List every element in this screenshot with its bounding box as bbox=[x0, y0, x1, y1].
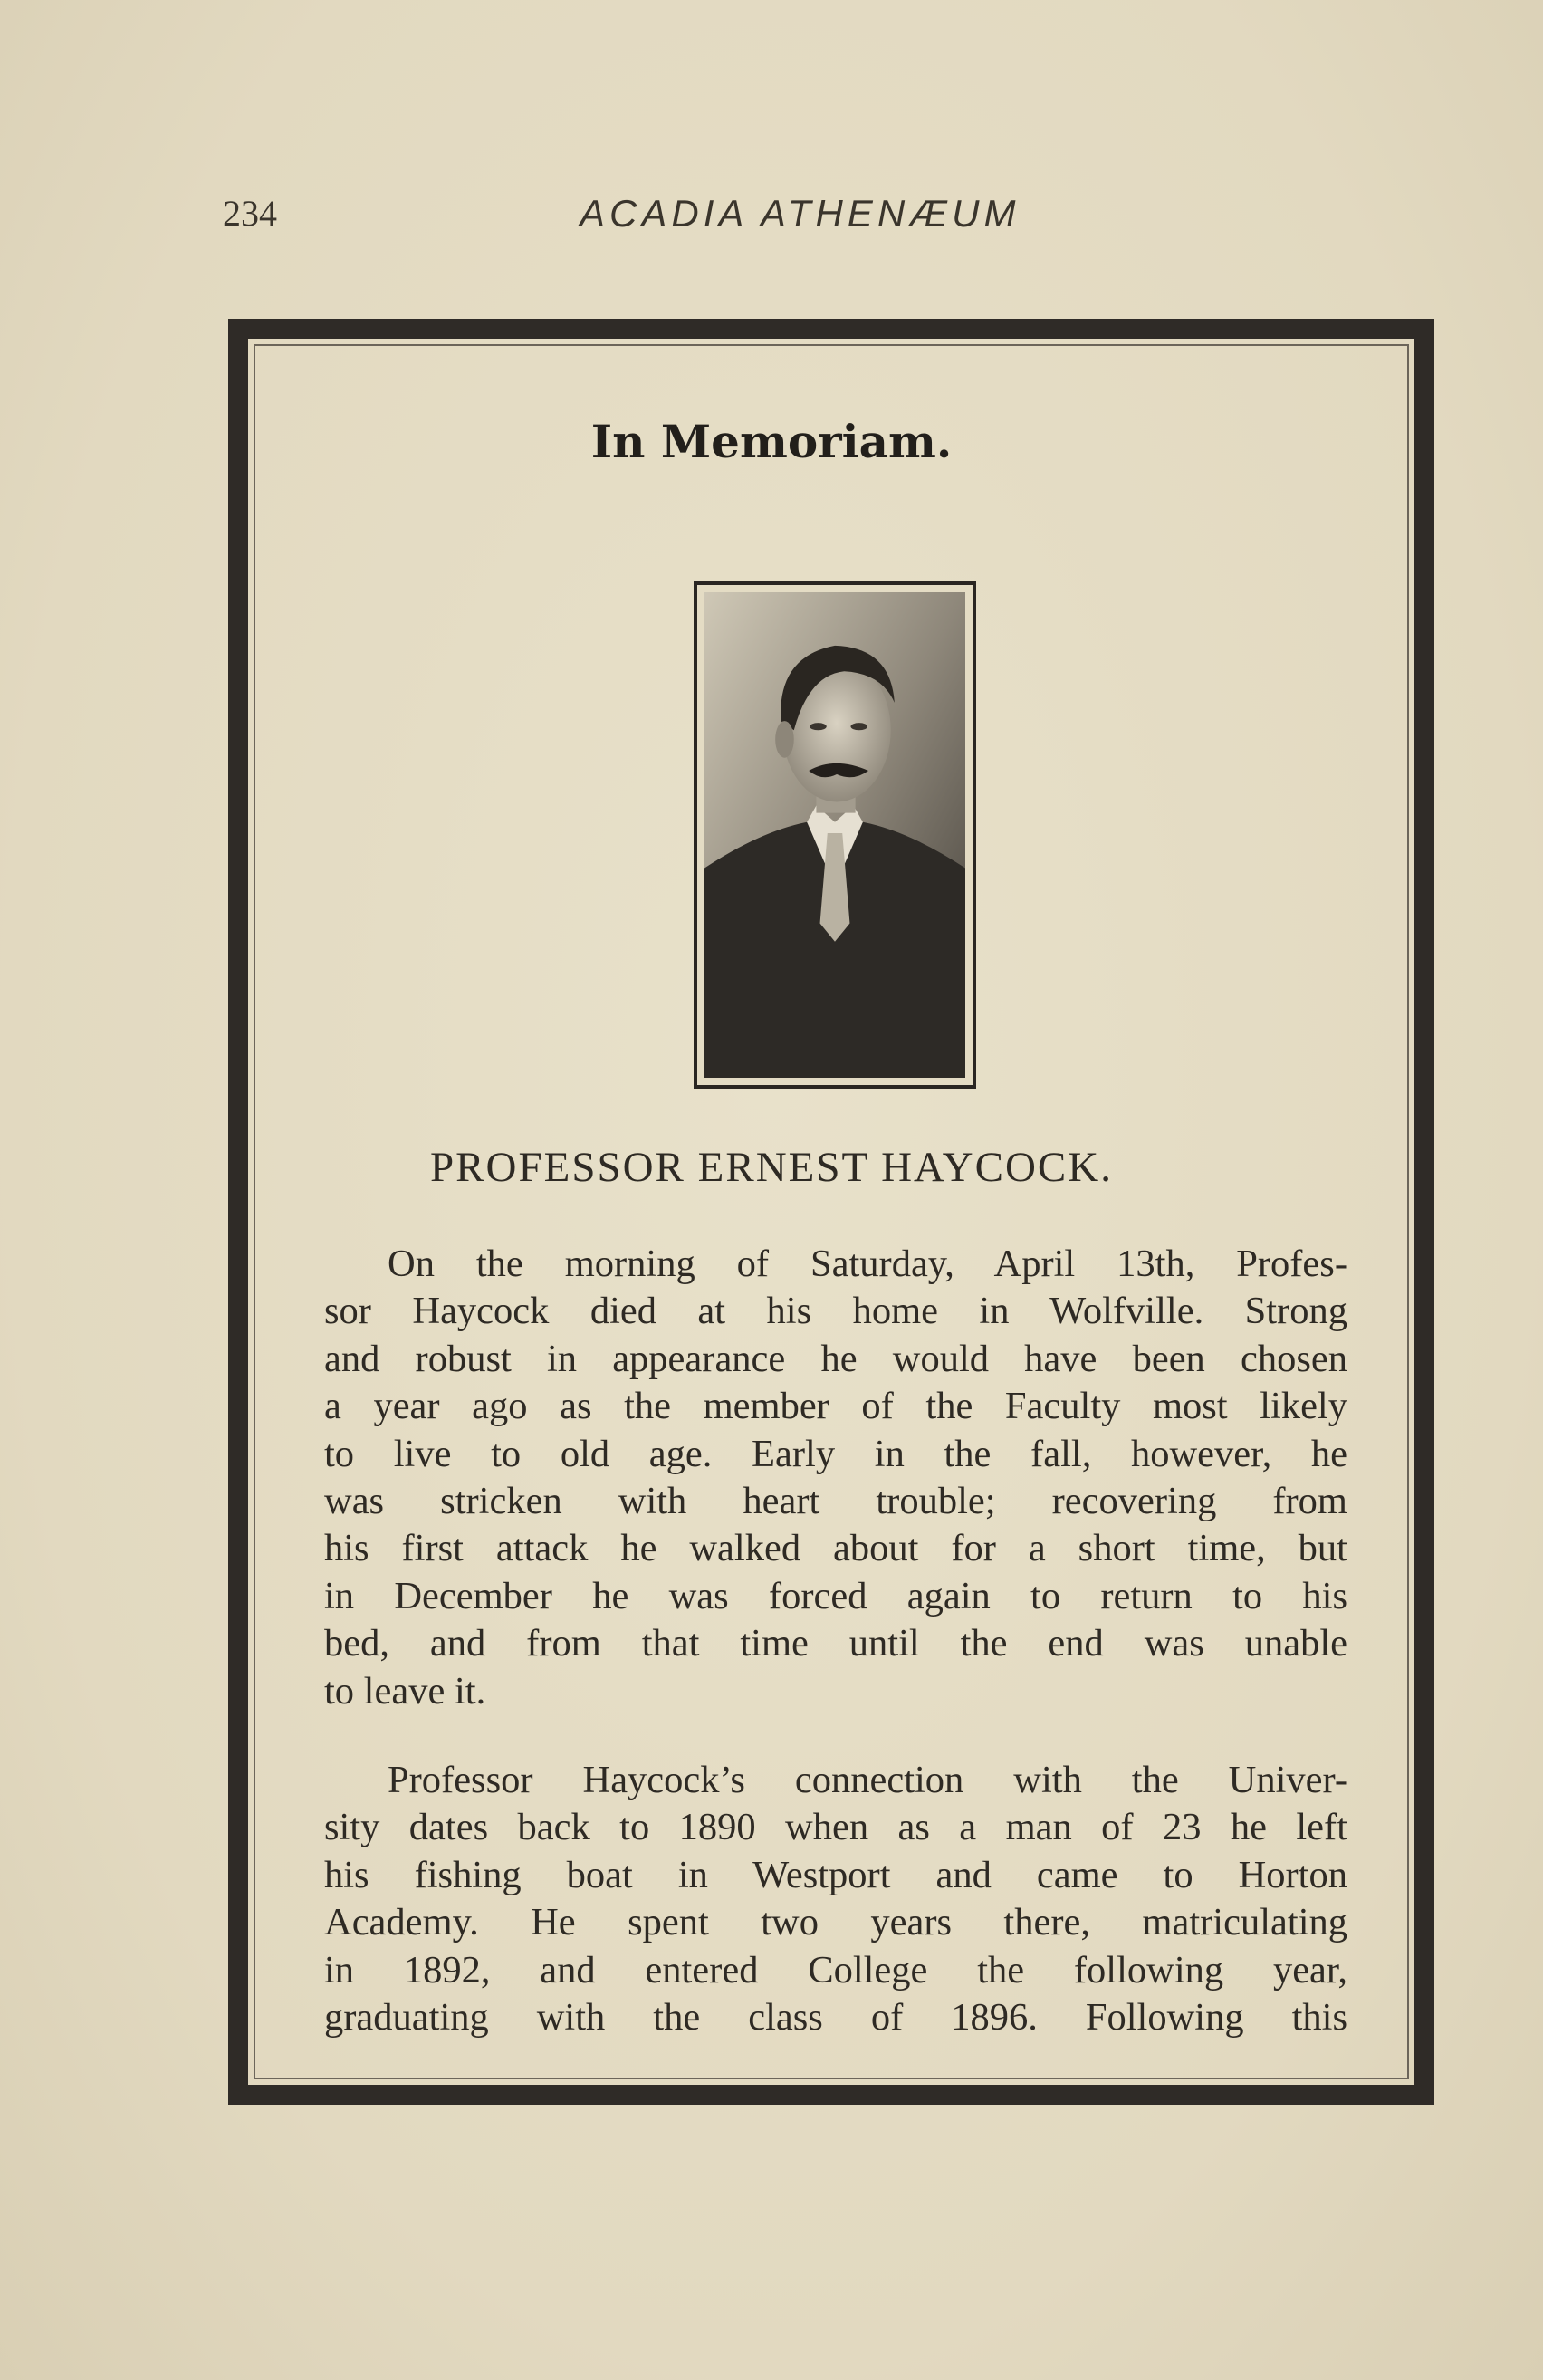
running-head bbox=[0, 192, 1543, 246]
text-line: was stricken with heart trouble; recovering from bbox=[324, 1480, 1347, 1523]
obituary-paragraph-1 bbox=[324, 1241, 1347, 1715]
text-line: his fishing boat in Westport and came to Horton bbox=[324, 1853, 1347, 1896]
journal-title: ACADIA ATHENÆUM bbox=[580, 192, 1021, 235]
text-line: a year ago as the member of the Faculty most likely bbox=[324, 1385, 1347, 1428]
subject-name: PROFESSOR ERNEST HAYCOCK. bbox=[430, 1144, 1113, 1191]
obituary-paragraph-2 bbox=[324, 1757, 1347, 2041]
text-line: to live to old age. Early in the fall, however, he bbox=[324, 1432, 1347, 1475]
portrait-photo bbox=[694, 581, 976, 1089]
text-line: On the morning of Saturday, April 13th, Profes- bbox=[388, 1243, 1347, 1285]
text-line: his first attack he walked about for a short time, but bbox=[324, 1527, 1347, 1570]
text-line: sor Haycock died at his home in Wolfville. Strong bbox=[324, 1290, 1347, 1333]
text-line: in December he was forced again to return to his bbox=[324, 1574, 1347, 1617]
text-line: in 1892, and entered College the following year, bbox=[324, 1948, 1347, 1991]
text-line: to leave it. bbox=[324, 1669, 486, 1713]
text-line: sity dates back to 1890 when as a man of 23 he left bbox=[324, 1806, 1347, 1849]
text-line: Academy. He spent two years there, matriculating bbox=[324, 1901, 1347, 1944]
text-line: and robust in appearance he would have been chosen bbox=[324, 1337, 1347, 1380]
page-number: 234 bbox=[223, 193, 277, 234]
text-line: graduating with the class of 1896. Following this bbox=[324, 1996, 1347, 2039]
memoriam-heading: In Memoriam. bbox=[590, 415, 953, 468]
portrait-illustration bbox=[704, 592, 965, 1078]
text-line: Professor Haycock’s connection with the Univer- bbox=[388, 1759, 1347, 1801]
text-line: bed, and from that time until the end was unable bbox=[324, 1622, 1347, 1665]
